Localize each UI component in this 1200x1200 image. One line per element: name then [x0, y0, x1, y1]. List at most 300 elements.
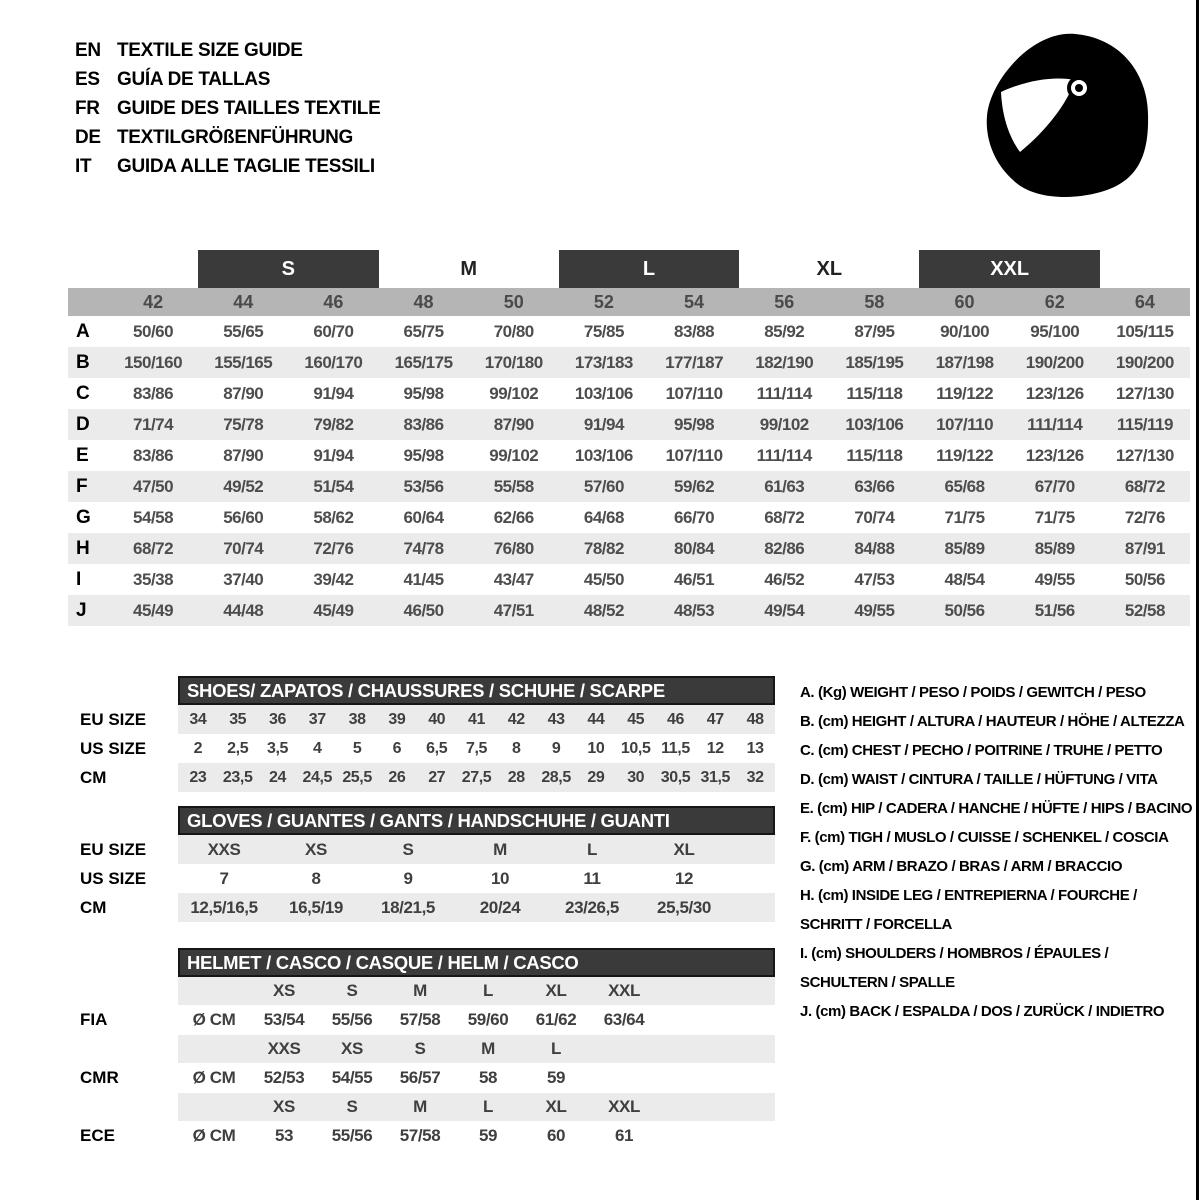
size-row-e — [68, 440, 1190, 471]
helmet-size: M — [481, 1039, 495, 1058]
helmet-values-row — [68, 1005, 775, 1035]
size-value: 190/200 — [1025, 352, 1084, 372]
size-value: 32 — [746, 768, 764, 786]
size-value: 59 — [478, 1126, 498, 1145]
size-value: 45/49 — [313, 600, 354, 620]
shoes-row — [68, 763, 775, 792]
size-number-row — [68, 288, 1190, 316]
size-value: 103/106 — [574, 445, 633, 465]
gloves-section-header: GLOVES / GUANTES / GANTS / HANDSCHUHE / GUANTI — [178, 806, 775, 835]
size-value: 28 — [507, 768, 525, 786]
size-value: 82/86 — [764, 538, 805, 558]
measurement-legend — [800, 678, 1198, 1026]
size-value: 24 — [268, 768, 286, 786]
size-value: 127/130 — [1115, 445, 1174, 465]
size-value: 27,5 — [461, 768, 492, 786]
size-value: 45/49 — [133, 600, 174, 620]
size-value: 51/56 — [1034, 600, 1075, 620]
size-value: 87/95 — [854, 321, 895, 341]
legend-item: F. (cm) TIGH / MUSLO / CUISSE / SCHENKEL / COSCIA — [800, 829, 1169, 846]
size-value: 28,5 — [541, 768, 571, 786]
size-band-xl: XL — [816, 257, 843, 280]
size-value: 111/114 — [1027, 414, 1083, 434]
size-value: 185/195 — [845, 352, 904, 372]
row-values — [178, 1063, 775, 1093]
size-value: 8 — [512, 739, 521, 757]
size-value: 10 — [490, 868, 510, 888]
helmet-size: L — [483, 1097, 493, 1116]
size-value: 51/54 — [313, 476, 354, 496]
size-number: 44 — [233, 291, 254, 312]
size-value: 43 — [547, 710, 565, 728]
legend-item: E. (cm) HIP / CADERA / HANCHE / HÜFTE / HIPS / BACINO — [800, 800, 1193, 817]
size-value: 5 — [352, 739, 362, 757]
size-value: 29 — [587, 768, 605, 786]
helmet-size: S — [346, 981, 358, 1000]
helmet-size: XS — [273, 1097, 295, 1116]
unit-spacer — [178, 1093, 250, 1121]
size-number: 64 — [1134, 291, 1155, 312]
size-value: M — [493, 839, 507, 859]
row-letter: F — [76, 475, 88, 497]
size-value: XXS — [207, 839, 241, 859]
language-row — [75, 152, 380, 181]
size-value: 87/90 — [493, 414, 534, 434]
size-value: 95/98 — [403, 383, 444, 403]
size-value: 48/52 — [583, 600, 624, 620]
size-value: 103/106 — [845, 414, 904, 434]
size-value: 26 — [388, 768, 406, 786]
size-value: 103/106 — [574, 383, 633, 403]
legend-item: J. (cm) BACK / ESPALDA / DOS / ZURÜCK / INDIETRO — [800, 1003, 1165, 1020]
size-band-m: M — [460, 257, 477, 280]
size-value: 23/26,5 — [565, 897, 619, 917]
language-title: GUÍA DE TALLAS — [117, 68, 271, 90]
unit-label: Ø CM — [192, 1126, 236, 1145]
legend-item: D. (cm) WAIST / CINTURA / TAILLE / HÜFTUNG / VITA — [800, 771, 1158, 788]
size-value: 55/56 — [331, 1010, 373, 1029]
helmet-values-row — [68, 1121, 775, 1151]
size-value: 23,5 — [222, 768, 253, 786]
size-value: 48/54 — [944, 569, 985, 589]
size-value: 85/89 — [944, 538, 985, 558]
size-value: 47 — [706, 710, 724, 728]
size-value: 49/52 — [223, 476, 264, 496]
helmet-size: XS — [273, 981, 295, 1000]
size-value: 44 — [587, 710, 605, 728]
size-value: 105/115 — [1116, 321, 1174, 341]
size-value: 63/64 — [603, 1010, 645, 1029]
standard-label: FIA — [80, 1010, 108, 1029]
size-value: 49/55 — [854, 600, 895, 620]
size-value: 57/58 — [399, 1126, 441, 1145]
unit-spacer — [178, 1035, 250, 1063]
row-letter: J — [76, 599, 87, 621]
size-row-f — [68, 471, 1190, 502]
racing-helmet-icon — [975, 28, 1160, 206]
standard-label: CMR — [80, 1068, 119, 1087]
language-code: DE — [75, 126, 101, 148]
row-values — [178, 1121, 775, 1151]
row-label-empty — [68, 1093, 178, 1121]
size-value: 85/89 — [1034, 538, 1075, 558]
size-value: 50/60 — [133, 321, 174, 341]
size-value: 71/75 — [944, 507, 985, 527]
row-values — [178, 705, 775, 734]
size-value: 23 — [189, 768, 207, 786]
size-value: 46/51 — [674, 569, 715, 589]
row-values — [178, 734, 775, 763]
size-value: 7 — [219, 868, 229, 888]
size-value: 54/55 — [331, 1068, 373, 1087]
size-value: 35 — [229, 710, 247, 728]
size-value: 27 — [428, 768, 446, 786]
size-value: 155/165 — [214, 352, 273, 372]
legend-item: A. (Kg) WEIGHT / PESO / POIDS / GEWITCH / PESO — [800, 684, 1146, 701]
size-value: 24,5 — [302, 768, 333, 786]
size-value: 9 — [403, 868, 413, 888]
row-letter: C — [76, 382, 90, 404]
size-row-d — [68, 409, 1190, 440]
size-value: 107/110 — [665, 383, 723, 403]
size-value: 36 — [268, 710, 286, 728]
size-row-j — [68, 595, 1190, 626]
size-value: 46 — [666, 710, 684, 728]
size-value: 70/74 — [854, 507, 895, 527]
language-code: ES — [75, 68, 100, 90]
textile-size-table — [68, 250, 1190, 626]
size-value: L — [587, 839, 597, 859]
language-row — [75, 123, 380, 152]
size-value: 64/68 — [583, 507, 624, 527]
helmet-size: S — [346, 1097, 358, 1116]
size-value: 63/66 — [854, 476, 895, 496]
size-value: 72/76 — [1124, 507, 1165, 527]
size-value: 12 — [706, 739, 724, 757]
legend-item: H. (cm) INSIDE LEG / ENTREPIERNA / FOURCHE / SCHRITT / FORCELLA — [800, 887, 1137, 933]
size-value: 60/70 — [313, 321, 354, 341]
gloves-row — [68, 864, 775, 893]
size-value: 111/114 — [756, 383, 812, 403]
legend-item: C. (cm) CHEST / PECHO / POITRINE / TRUHE / PETTO — [800, 742, 1163, 759]
size-value: 18/21,5 — [381, 897, 435, 917]
shoes-row — [68, 705, 775, 734]
size-value: 119/122 — [936, 383, 994, 403]
size-number: 56 — [774, 291, 795, 312]
size-value: 177/187 — [665, 352, 724, 372]
size-value: 83/86 — [133, 445, 174, 465]
size-value: 45 — [627, 710, 645, 728]
language-code: EN — [75, 39, 101, 61]
size-value: 123/126 — [1025, 383, 1084, 403]
language-code: IT — [75, 155, 92, 177]
number-row-spacer — [68, 288, 108, 316]
helmet-size: XXS — [267, 1039, 301, 1058]
size-value: 58/62 — [313, 507, 354, 527]
size-number: 46 — [323, 291, 344, 312]
size-value: 53/54 — [263, 1010, 305, 1029]
size-value: 111/114 — [756, 445, 812, 465]
size-value: 75/78 — [223, 414, 264, 434]
size-value: 52/53 — [263, 1068, 305, 1087]
size-value: 160/170 — [304, 352, 363, 372]
size-value: 61/63 — [764, 476, 805, 496]
size-value: 50/56 — [1124, 569, 1165, 589]
size-number: 42 — [143, 291, 164, 312]
size-value: 11 — [583, 868, 601, 888]
language-row — [75, 65, 380, 94]
size-value: 127/130 — [1115, 383, 1174, 403]
size-value: 123/126 — [1025, 445, 1084, 465]
row-letter: E — [76, 444, 89, 466]
row-values — [178, 1005, 775, 1035]
size-band-s: S — [198, 250, 378, 288]
size-value: 57/60 — [583, 476, 624, 496]
size-value: 57/58 — [399, 1010, 441, 1029]
size-value: 59/60 — [467, 1010, 509, 1029]
size-value: 190/200 — [1115, 352, 1174, 372]
size-row-g — [68, 502, 1190, 533]
size-value: 8 — [311, 868, 321, 888]
size-value: 55/65 — [223, 321, 264, 341]
size-value: 10,5 — [620, 739, 651, 757]
size-value: 45/50 — [583, 569, 624, 589]
row-letter: H — [76, 537, 90, 559]
size-value: 31,5 — [700, 768, 731, 786]
size-value: 39 — [388, 710, 406, 728]
language-title: GUIDE DES TAILLES TEXTILE — [117, 97, 381, 119]
size-value: 59/62 — [674, 476, 715, 496]
size-value: 107/110 — [665, 445, 723, 465]
helmet-size: M — [413, 981, 427, 1000]
size-value: 34 — [189, 710, 207, 728]
size-value: 99/102 — [489, 445, 539, 465]
helmet-size: XL — [545, 1097, 567, 1116]
size-value: 49/54 — [764, 600, 805, 620]
row-label: US SIZE — [80, 738, 147, 758]
size-number: 50 — [503, 291, 524, 312]
size-value: 7,5 — [465, 739, 488, 757]
size-value: 71/74 — [133, 414, 174, 434]
row-label: CM — [80, 897, 107, 917]
size-value: 6,5 — [426, 739, 448, 757]
size-value: 115/118 — [846, 445, 903, 465]
legend-item: G. (cm) ARM / BRAZO / BRAS / ARM / BRACCIO — [800, 858, 1123, 875]
size-number: 60 — [954, 291, 975, 312]
language-code: FR — [75, 97, 100, 119]
size-value: 47/51 — [493, 600, 534, 620]
row-values — [178, 977, 775, 1005]
row-values — [178, 1035, 775, 1063]
size-band-xxl: XXL — [919, 250, 1099, 288]
gloves-row — [68, 835, 775, 864]
language-title: TEXTILE SIZE GUIDE — [117, 39, 303, 61]
size-value: 67/70 — [1034, 476, 1075, 496]
size-value: 68/72 — [133, 538, 174, 558]
size-band-row — [68, 250, 1190, 288]
size-value: 42 — [507, 710, 525, 728]
size-value: 84/88 — [854, 538, 895, 558]
size-value: 68/72 — [1124, 476, 1165, 496]
row-values — [178, 893, 775, 922]
language-title-list — [75, 36, 380, 181]
size-value: 47/50 — [133, 476, 174, 496]
size-value: 150/160 — [124, 352, 183, 372]
row-letter: B — [76, 351, 90, 373]
size-value: 39/42 — [313, 569, 354, 589]
size-value: 30,5 — [660, 768, 691, 786]
helmet-size: XS — [341, 1039, 363, 1058]
size-value: 41/45 — [403, 569, 444, 589]
helmet-size: XXL — [608, 981, 640, 1000]
size-value: 87/91 — [1124, 538, 1165, 558]
row-label: CM — [80, 767, 107, 787]
unit-spacer — [178, 977, 250, 1005]
language-row — [75, 36, 380, 65]
size-value: 99/102 — [759, 414, 809, 434]
size-value: 56/60 — [223, 507, 264, 527]
legend-item: I. (cm) SHOULDERS / HOMBROS / ÉPAULES / SCHULTERN / SPALLE — [800, 945, 1109, 991]
size-value: 10 — [587, 739, 605, 757]
size-value: 35/38 — [133, 569, 174, 589]
size-value: 48/53 — [674, 600, 715, 620]
size-row-a — [68, 316, 1190, 347]
size-value: 95/100 — [1030, 321, 1080, 341]
racing-helmet-icon — [975, 28, 1160, 206]
gloves-section — [68, 806, 775, 922]
size-value: 61 — [614, 1126, 634, 1145]
helmet-size: M — [413, 1097, 427, 1116]
size-number: 52 — [593, 291, 614, 312]
helmet-size: S — [414, 1039, 426, 1058]
size-value: 37 — [308, 710, 326, 728]
size-value: 54/58 — [133, 507, 174, 527]
size-value: 16,5/19 — [289, 897, 343, 917]
size-value: 90/100 — [940, 321, 990, 341]
helmet-sizes-row — [68, 1093, 775, 1121]
helmet-sizes-row — [68, 1035, 775, 1063]
helmet-size: XL — [545, 981, 567, 1000]
size-value: 4 — [313, 739, 322, 757]
helmet-size: L — [551, 1039, 561, 1058]
helmet-section — [68, 948, 775, 1151]
unit-label: Ø CM — [192, 1010, 236, 1029]
unit-label: Ø CM — [192, 1068, 236, 1087]
size-value: 182/190 — [755, 352, 814, 372]
page-right-border — [1196, 0, 1199, 1200]
size-value: 65/75 — [403, 321, 444, 341]
size-value: 2 — [193, 739, 203, 757]
size-row-i — [68, 564, 1190, 595]
size-value: 58 — [478, 1068, 498, 1087]
size-value: 61/62 — [535, 1010, 577, 1029]
language-title: GUIDA ALLE TAGLIE TESSILI — [117, 155, 375, 177]
size-value: 48 — [746, 710, 764, 728]
size-value: S — [402, 839, 414, 859]
helmet-section-header: HELMET / CASCO / CASQUE / HELM / CASCO — [178, 948, 775, 977]
gloves-row — [68, 893, 775, 922]
row-label: EU SIZE — [80, 839, 147, 859]
size-value: 12 — [674, 868, 694, 888]
size-value: 91/94 — [313, 445, 354, 465]
size-value: 44/48 — [223, 600, 264, 620]
size-value: 3,5 — [266, 739, 289, 757]
size-value: 72/76 — [313, 538, 354, 558]
standard-label: ECE — [80, 1126, 115, 1145]
size-value: 9 — [551, 739, 561, 757]
row-values — [178, 835, 775, 864]
size-row-b — [68, 347, 1190, 378]
size-value: 37/40 — [223, 569, 264, 589]
helmet-values-row — [68, 1063, 775, 1093]
size-value: 91/94 — [583, 414, 624, 434]
size-value: 79/82 — [313, 414, 354, 434]
size-value: 60/64 — [403, 507, 444, 527]
language-row — [75, 94, 380, 123]
size-value: XS — [305, 839, 327, 859]
size-value: 87/90 — [223, 383, 264, 403]
size-value: 83/86 — [133, 383, 174, 403]
size-value: 12,5/16,5 — [190, 897, 258, 917]
size-row-c — [68, 378, 1190, 409]
row-letter: A — [76, 320, 90, 342]
size-band-l: L — [559, 250, 739, 288]
row-values — [178, 1093, 775, 1121]
size-value: 62/66 — [493, 507, 534, 527]
row-letter: G — [76, 506, 91, 528]
shoes-section — [68, 676, 775, 792]
size-value: 50/56 — [944, 600, 985, 620]
size-value: 52/58 — [1124, 600, 1165, 620]
row-label: US SIZE — [80, 868, 147, 888]
size-value: 43/47 — [493, 569, 534, 589]
size-value: 70/74 — [223, 538, 264, 558]
size-value: 38 — [348, 710, 366, 728]
size-value: 13 — [746, 739, 764, 757]
size-value: 75/85 — [583, 321, 624, 341]
helmet-sizes-row — [68, 977, 775, 1005]
row-letter: I — [76, 568, 82, 590]
helmet-size: XXL — [608, 1097, 640, 1116]
row-label: EU SIZE — [80, 709, 147, 729]
size-value: 70/80 — [493, 321, 534, 341]
size-value: 83/86 — [403, 414, 444, 434]
size-value: 99/102 — [489, 383, 539, 403]
size-value: 2,5 — [227, 739, 249, 757]
size-value: 46/52 — [764, 569, 805, 589]
size-value: 46/50 — [403, 600, 444, 620]
size-value: 95/98 — [403, 445, 444, 465]
size-number: 62 — [1044, 291, 1065, 312]
size-value: 78/82 — [583, 538, 624, 558]
size-table-rows — [68, 316, 1190, 626]
size-value: 49/55 — [1034, 569, 1075, 589]
size-value: 40 — [428, 710, 446, 728]
size-value: 60 — [546, 1126, 566, 1145]
helmet-size: L — [483, 981, 493, 1000]
size-value: 55/58 — [493, 476, 534, 496]
shoes-section-header: SHOES/ ZAPATOS / CHAUSSURES / SCHUHE / SCARPE — [178, 676, 775, 705]
size-value: 95/98 — [674, 414, 715, 434]
size-value: 6 — [392, 739, 402, 757]
size-value: 173/183 — [574, 352, 633, 372]
size-value: 87/90 — [223, 445, 264, 465]
size-value: 76/80 — [493, 538, 534, 558]
size-number: 48 — [413, 291, 434, 312]
size-value: 55/56 — [331, 1126, 373, 1145]
language-title: TEXTILGRÖßENFÜHRUNG — [117, 126, 354, 148]
row-label-empty — [68, 977, 178, 1005]
